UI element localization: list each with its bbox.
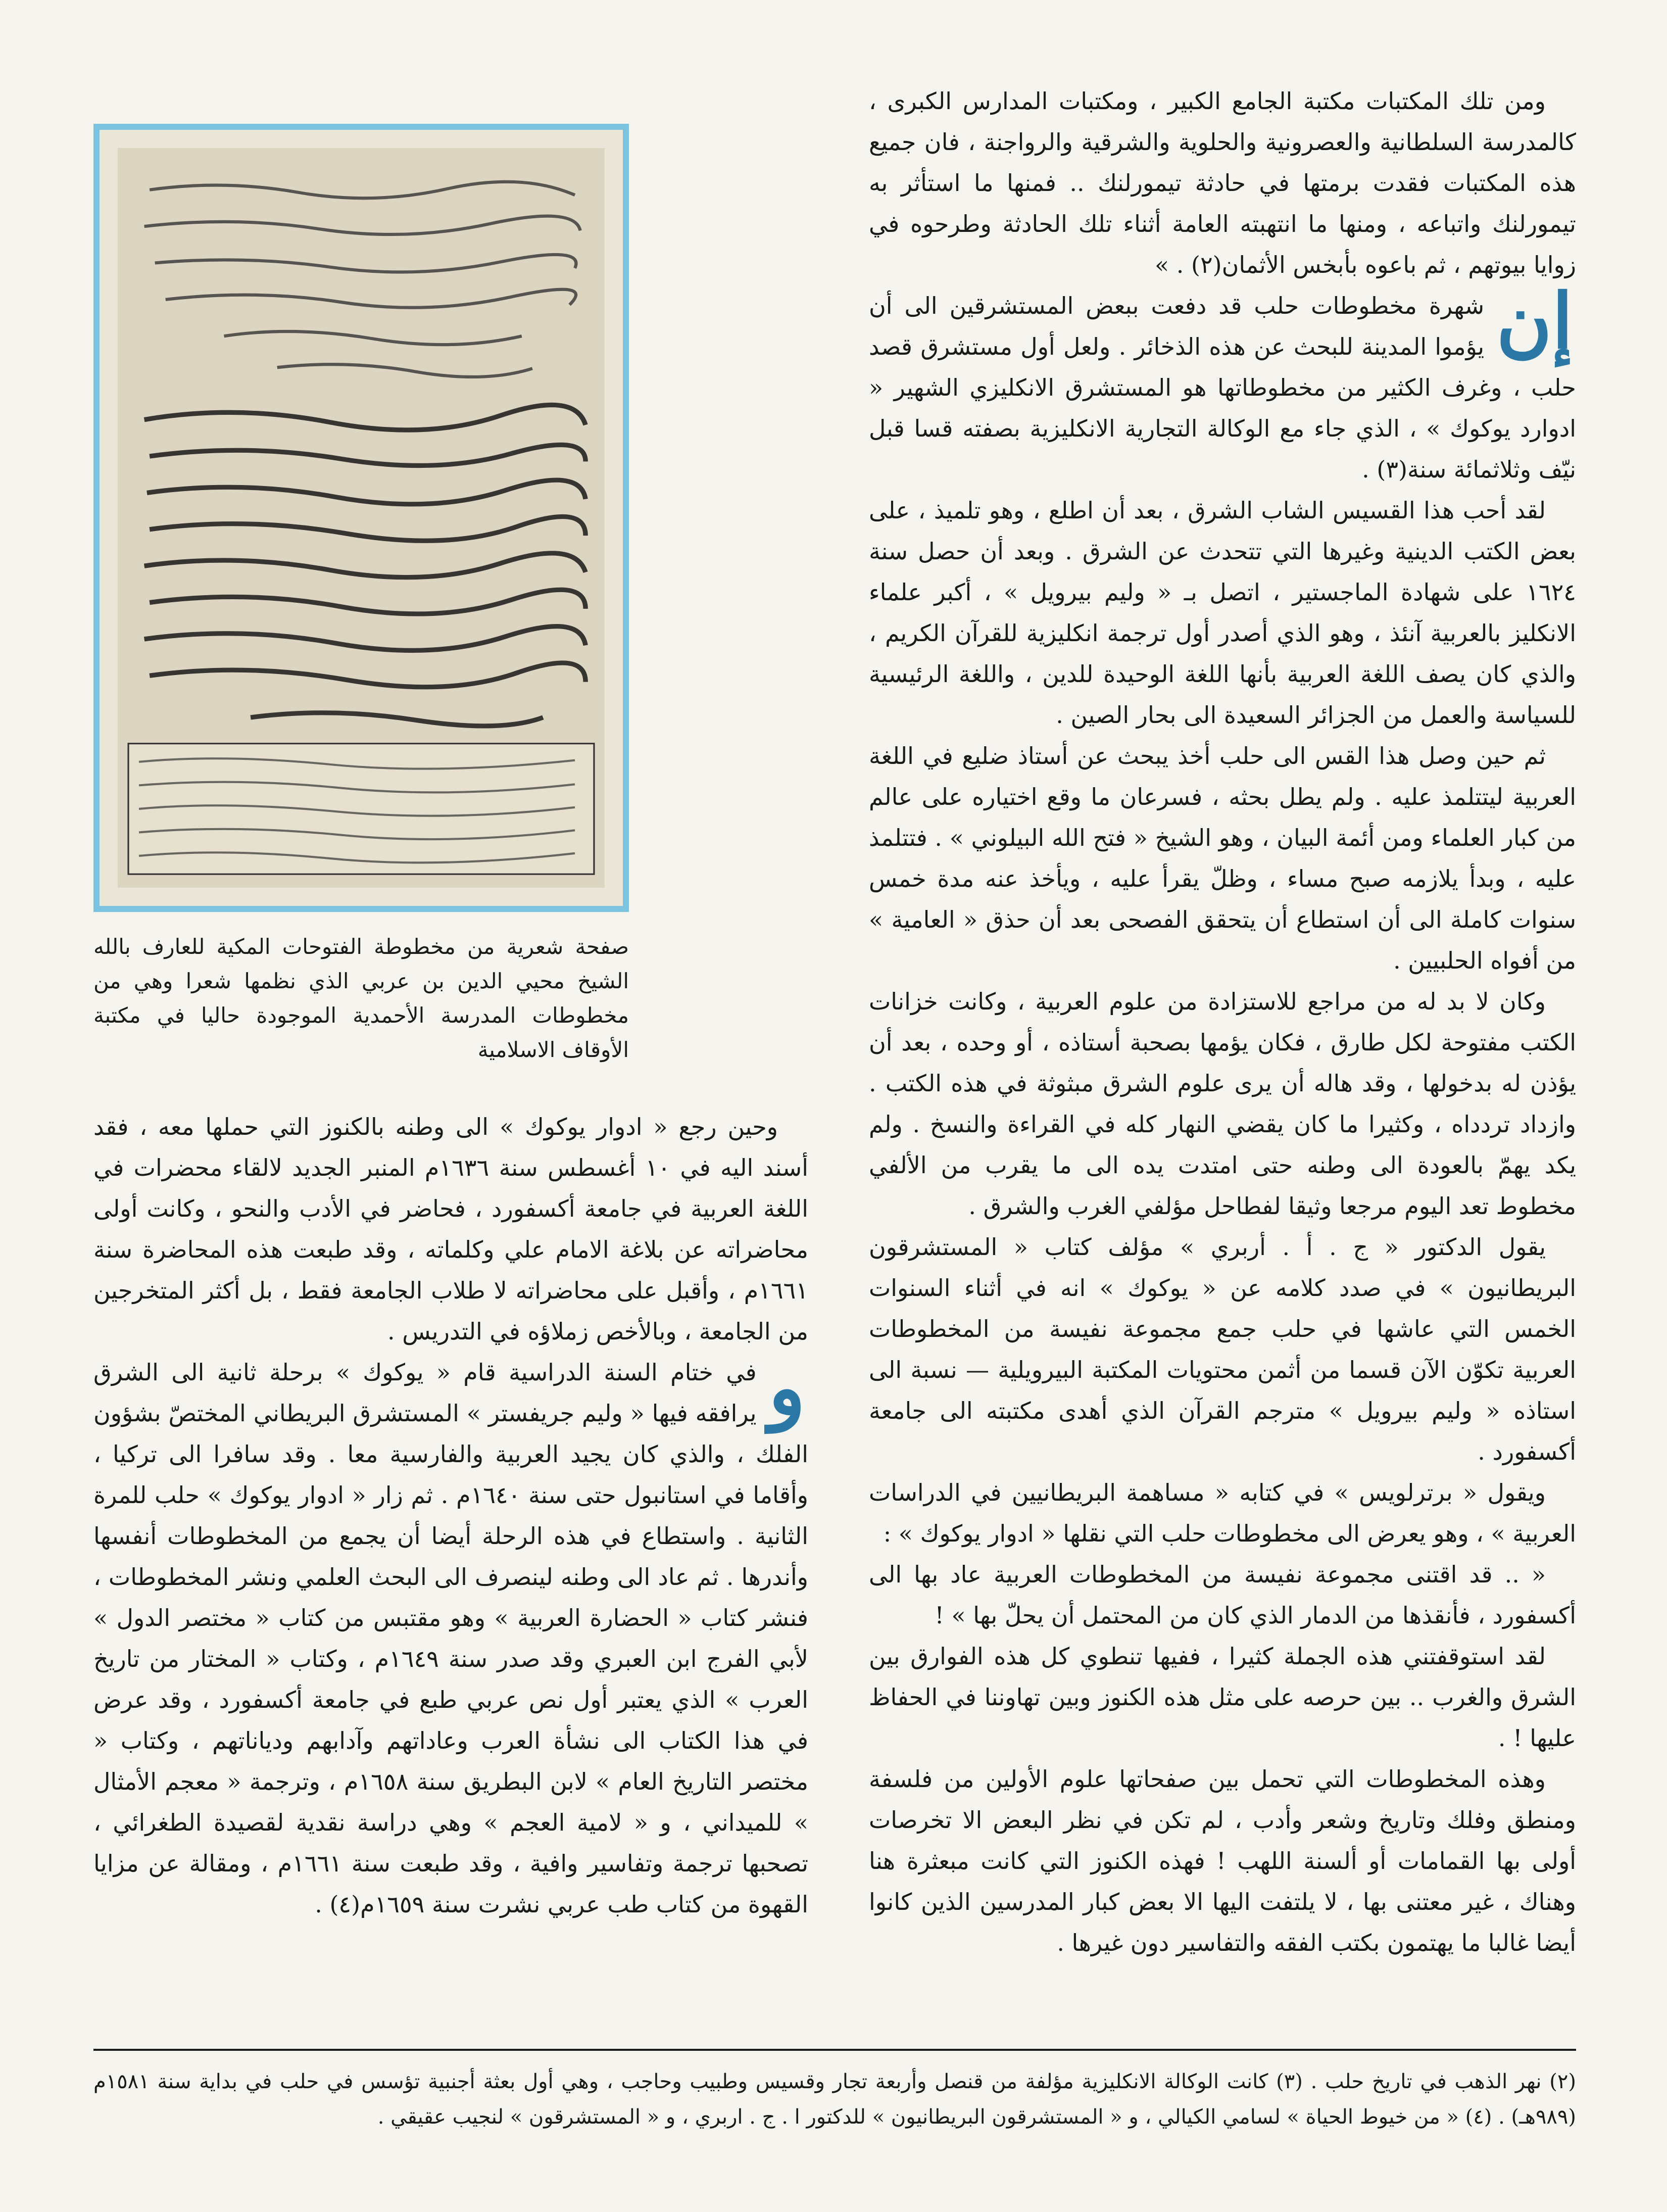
- right-text-column: [869, 81, 1576, 1963]
- paragraph: يقول الدكتور « ج . أ . أربري » مؤلف كتاب « المستشرقون البريطانيون » في صدد كلامه عن « يوكوك » انه في أثناء السنوات الخمس التي عاشها في حلب جمع مجموعة نفيسة من المخطوطات العربية تكوّن الآن قسما من أثمن محتويات المكتبة البيرويلية — نسبة الى استاذه « وليم بيرويل » مترجم القرآن الذي أهدى مكتبته الى جامعة أكسفورد .: [869, 1233, 1576, 1465]
- paragraph-text: شهرة مخطوطات حلب قد دفعت ببعض المستشرقين الى أن يؤموا المدينة للبحث عن هذه الذخائر . ولعل أول مستشرق قصد حلب ، وغرف الكثير من مخطوطاتها هو المستشرق الانكليزي الشهير « ادوارد يوكوك » ، الذي جاء مع الوكالة التجارية الانكليزية بصفته قسا قبل نيّف وثلاثمائة سنة(٣) .: [869, 292, 1576, 483]
- paragraph: لقد استوقفتني هذه الجملة كثيرا ، ففيها تنطوي كل هذه الفوارق بين الشرق والغرب .. بين حرصه على مثل هذه الكنوز وبين تهاوننا في الحفاظ عليها ! .: [869, 1643, 1576, 1752]
- footnotes: [93, 2064, 1576, 2135]
- footnote-divider: [93, 2049, 1576, 2051]
- paragraph: وكان لا بد له من مراجع للاستزادة من علوم العربية ، وكانت خزانات الكتب مفتوحة لكل طارق ، فكان يؤمها بصحبة أستاذه ، أو وحده ، بعد أن يؤذن له بدخولها ، وقد هاله أن يرى علوم الشرق مبثوثة في هذه الكتب . وازداد تردداه ، وكثيرا ما كان يقضي النهار كله في القراءة والنسخ . ولم يكد يهمّ بالعودة الى وطنه حتى امتدت يده الى ما يقرب من الألفي مخطوط تعد اليوم مرجعا وثيقا لفطاحل مؤلفي الغرب والشرق .: [869, 988, 1576, 1220]
- paragraph: ثم حين وصل هذا القس الى حلب أخذ يبحث عن أستاذ ضليع في اللغة العربية ليتتلمذ عليه . ولم يطل بحثه ، فسرعان ما وقع اختياره على عالم من كبار العلماء ومن أئمة البيان ، وهو الشيخ « فتح الله البيلوني » . فتتلمذ عليه ، وبدأ يلازمه صبح مساء ، وظلّ يقرأ عليه ، ويأخذ عنه مدة خمس سنوات كاملة الى أن استطاع أن يتحقق الفصحى بعد أن حذق « العامية » من أفواه الحلبيين .: [869, 742, 1576, 974]
- manuscript-photo: [93, 124, 629, 912]
- paragraph: لقد أحب هذا القسيس الشاب الشرق ، بعد أن اطلع ، وهو تلميذ ، على بعض الكتب الدينية وغيرها التي تتحدث عن الشرق . وبعد أن حصل سنة ١٦٢٤ على شهادة الماجستير ، اتصل بـ « وليم بيرويل » ، أكبر علماء الانكليز بالعربية آنئذ ، وهو الذي أصدر أول ترجمة انكليزية للقرآن الكريم ، والذي كان يصف اللغة العربية بأنها اللغة الوحيدة للدين ، واللغة الرئيسية للسياسة والعمل من الجزائر السعيدة الى بحار الصين .: [869, 497, 1576, 729]
- paragraph: ويقول « برترلويس » في كتابه « مساهمة البريطانيين في الدراسات العربية » ، وهو يعرض الى مخطوطات حلب التي نقلها « ادوار يوكوك » :: [869, 1479, 1576, 1547]
- paragraph: وهذه المخطوطات التي تحمل بين صفحاتها علوم الأولين من فلسفة ومنطق وفلك وتاريخ وشعر وأدب ، لم تكن في نظر البعض الا تخرصات أولى بها القمامات أو ألسنة اللهب ! فهذه الكنوز التي كانت مبعثرة هنا وهناك ، غير معتنى بها ، لا يلتفت اليها الا بعض كبار المدرسين الذين كانوا أيضا غالبا ما يهتمون بكتب الفقه والتفاسير دون غيرها .: [869, 1765, 1576, 1956]
- left-text-column: [93, 1107, 808, 1925]
- photo-caption: صفحة شعرية من مخطوطة الفتوحات المكية للعارف بالله الشيخ محيي الدين بن عربي الذي نظمها شعرا وهي من مخطوطات المدرسة الأحمدية الموجودة حاليا في مكتبة الأوقاف الاسلامية: [93, 934, 629, 1062]
- paragraph: [869, 277, 1576, 490]
- drop-cap: و: [768, 1343, 805, 1432]
- quote: « .. قد اقتنى مجموعة نفيسة من المخطوطات العربية عاد بها الى أكسفورد ، فأنقذها من الدمار الذي كان من المحتمل أن يحلّ بها » !: [869, 1561, 1576, 1629]
- paragraph: وحين رجع « ادوار يوكوك » الى وطنه بالكنوز التي حملها معه ، فقد أسند اليه في ١٠ أغسطس سنة ١٦٣٦م المنبر الجديد لالقاء محضرات في اللغة العربية في جامعة أكسفورد ، فحاضر في الأدب والنحو ، وكانت أولى محاضراته عن بلاغة الامام علي وكلماته ، وقد طبعت هذه المحاضرة سنة ١٦٦١م ، وأقبل على محاضراته لا طلاب الجامعة فقط ، بل أكثر المتخرجين من الجامعة ، وبالأخص زملاؤه في التدريس .: [93, 1113, 808, 1345]
- manuscript-handwriting: [118, 148, 605, 888]
- paragraph-text: في ختام السنة الدراسية قام « يوكوك » برحلة ثانية الى الشرق يرافقه فيها « وليم جريفستر » المستشرق البريطاني المختصّ بشؤون الفلك ، والذي كان يجيد العربية والفارسية معا . وقد سافرا الى تركيا ، وأقاما في استانبول حتى سنة ١٦٤٠م . ثم زار « ادوار يوكوك » حلب للمرة الثانية . واستطاع في هذه الرحلة أيضا أن يجمع من المخطوطات أنفسها وأندرها . ثم عاد الى وطنه لينصرف الى البحث العلمي ونشر المخطوطات ، فنشر كتاب « الحضارة العربية » وهو مقتبس من كتاب « مختصر الدول » لأبي الفرج ابن العبري وقد صدر سنة ١٦٤٩م ، وكتاب « المختار من تاريخ العرب » الذي يعتبر أول نص عربي طبع في جامعة أكسفورد ، وقد عرض في هذا الكتاب الى نشأة العرب وعاداتهم وآدابهم ودياناتهم ، وكتاب « مختصر التاريخ العام » لابن البطريق سنة ١٦٥٨م ، وترجمة « معجم الأمثال » للميداني ، و « لامية العجم » وهي دراسة نقدية لقصيدة الطغرائي ، تصحبها ترجمة وتفاسير وافية ، وقد طبعت سنة ١٦٦١م ، ومقالة عن مزايا القهوة من كتاب طب عربي نشرت سنة ١٦٥٩م(٤) .: [93, 1359, 809, 1918]
- manuscript-image: [118, 148, 605, 888]
- footnote-text: (٢) نهر الذهب في تاريخ حلب . (٣) كانت الوكالة الانكليزية مؤلفة من قنصل وأربعة تجار وقسيس وطبيب وحاجب ، وهي أول بعثة أجنبية تؤسس في حلب في بداية سنة ١٥٨١م (٩٨٩هـ) . (٤) « من خيوط الحياة » لسامي الكيالي ، و « المستشرقون البريطانيون » للدكتور ا . ج . اربري ، و « المستشرقون » لنجيب عقيقي .: [93, 2070, 1576, 2129]
- drop-cap: إن: [1496, 277, 1573, 366]
- paragraph: ومن تلك المكتبات مكتبة الجامع الكبير ، ومكتبات المدارس الكبرى ، كالمدرسة السلطانية والعصرونية والحلوية والشرقية والرواجنة ، فان جميع هذه المكتبات فقدت برمتها في حادثة تيمورلنك .. فمنها ما استأثر به تيمورلنك واتباعه ، ومنها ما انتهبته العامة أثناء تلك الحادثة وطرحوه في زوايا بيوتهم ، ثم باعوه بأبخس الأثمان(٢) . »: [869, 87, 1576, 278]
- paragraph: [93, 1343, 809, 1925]
